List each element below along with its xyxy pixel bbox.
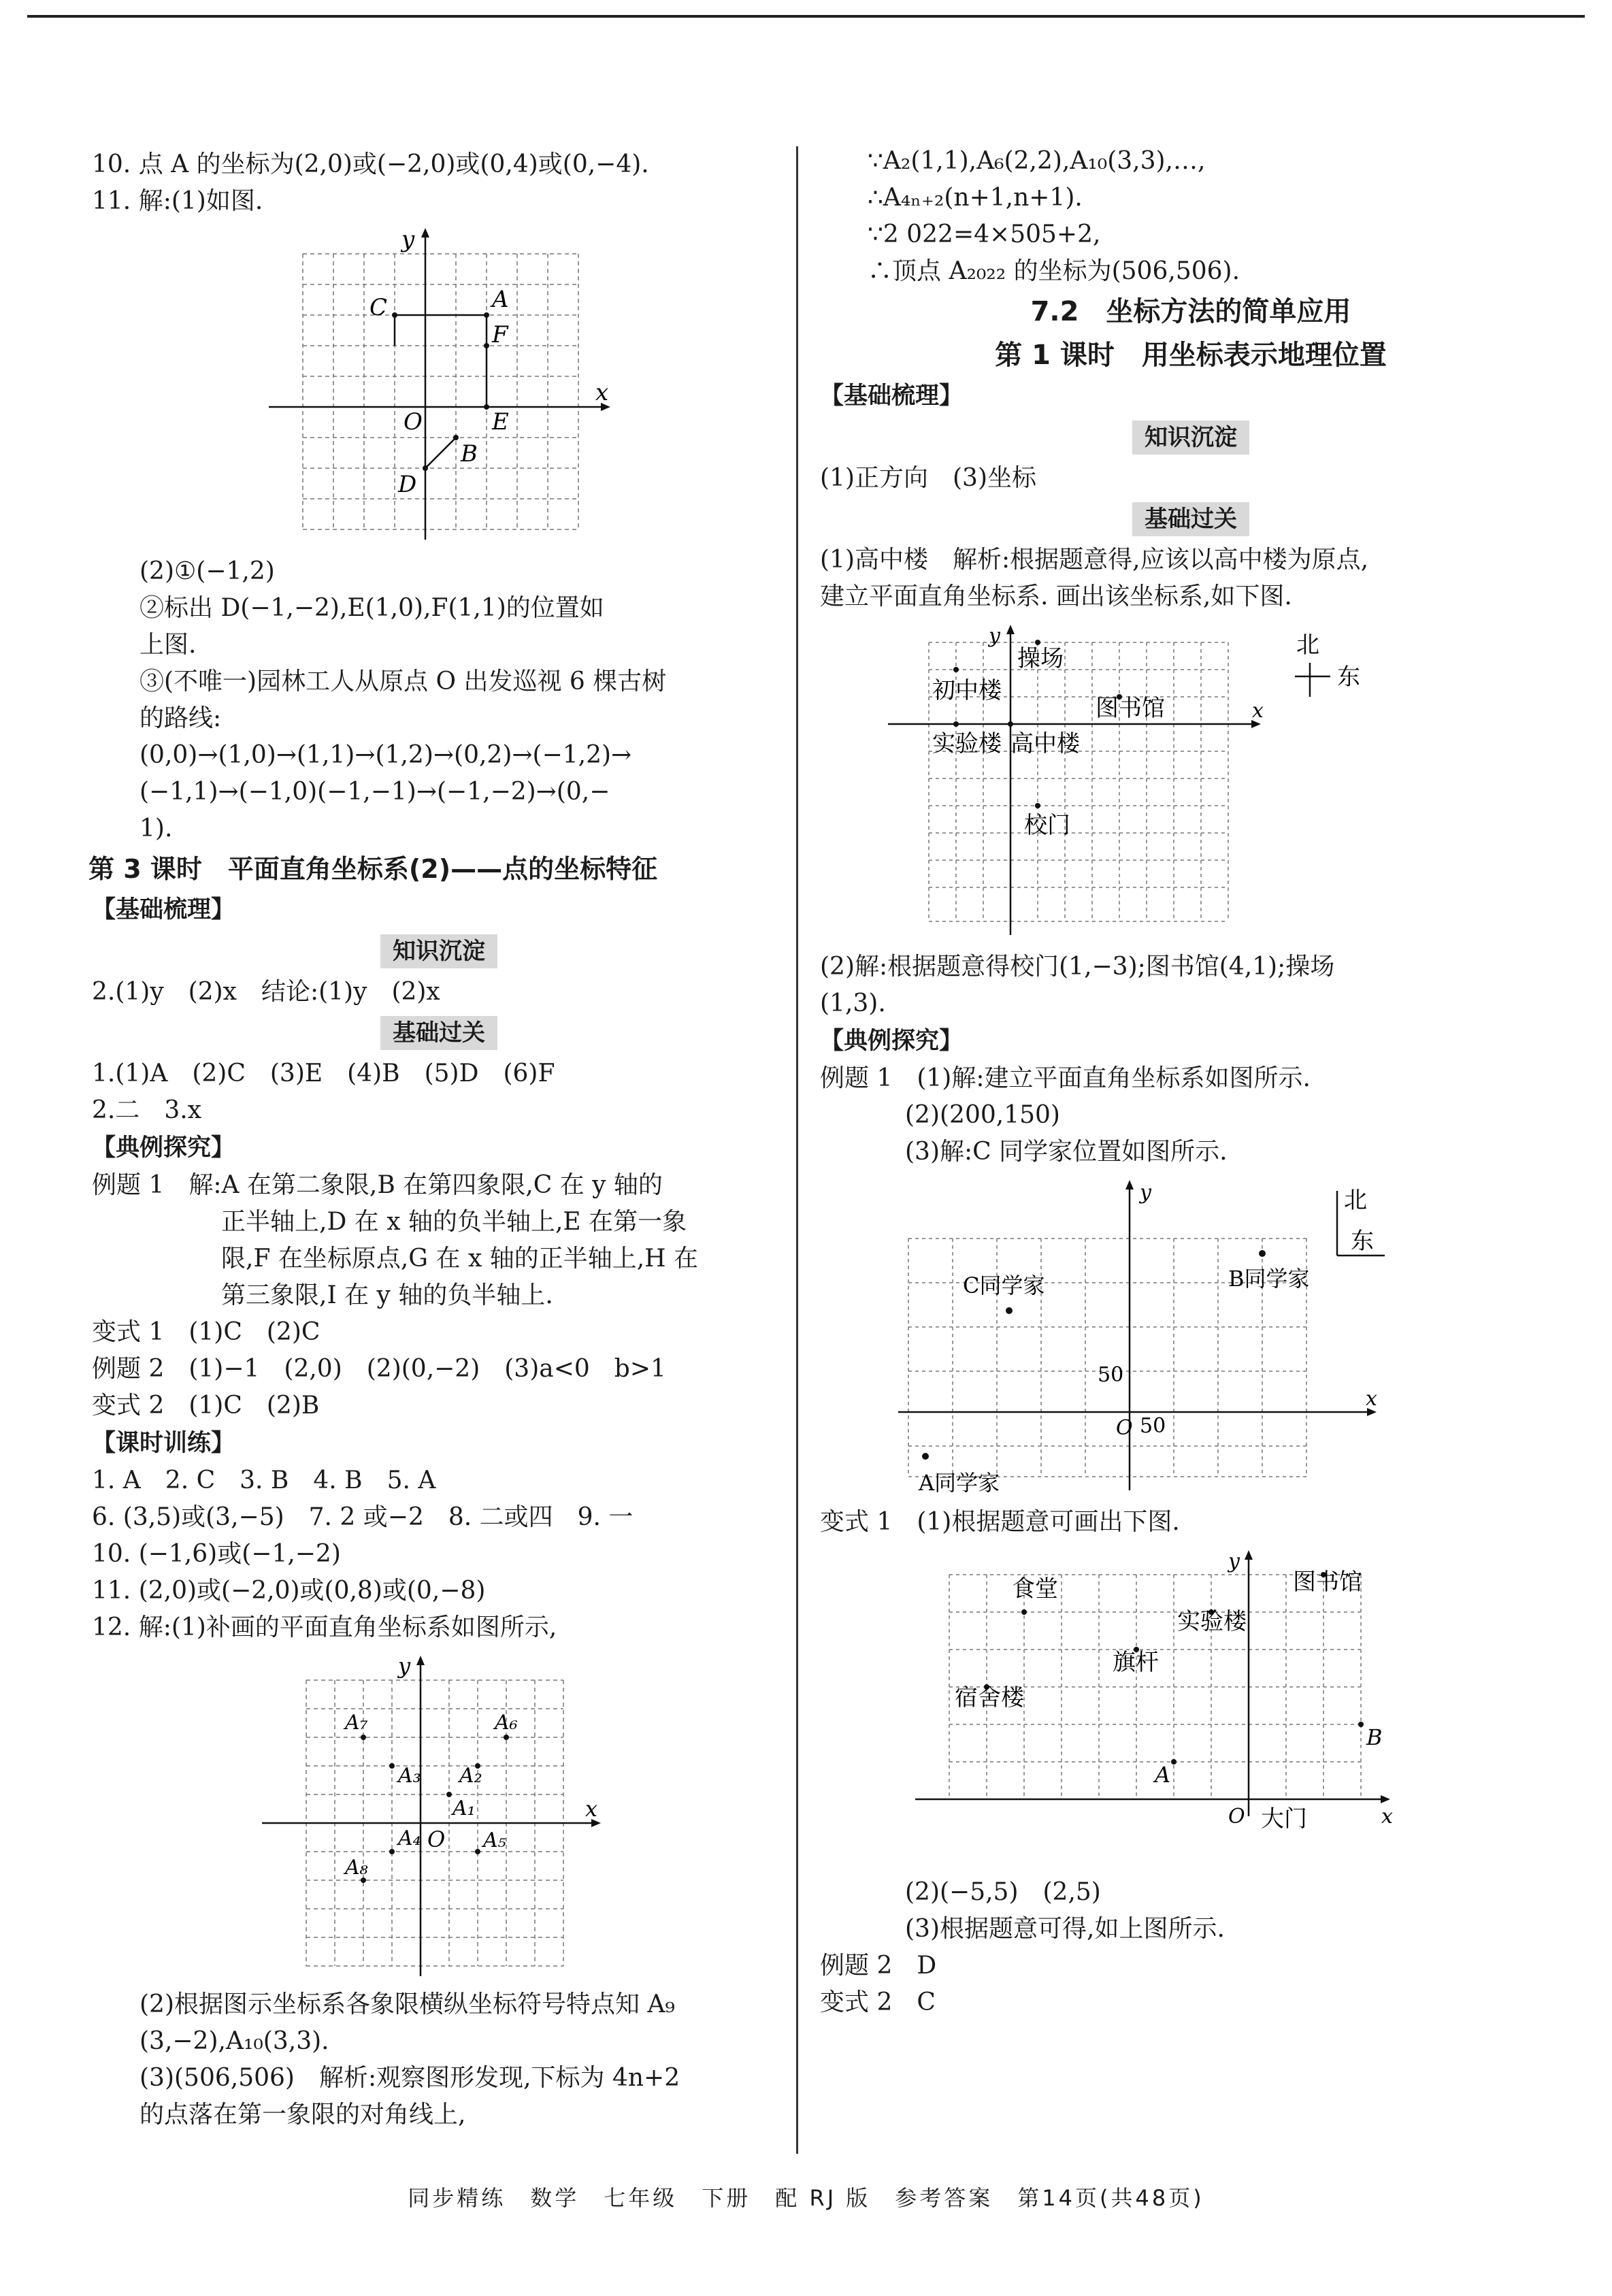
answer-q11: 11. 解:(1)如图. [92,187,263,215]
example-1-line-1: 例题 1 解:A 在第二象限,B 在第四象限,C 在 y 轴的 [92,1171,663,1199]
svg-text:x: x [1366,1387,1377,1411]
svg-text:初中楼: 初中楼 [932,677,1002,704]
right-column [820,143,1562,2021]
svg-text:C同学家: C同学家 [963,1273,1045,1298]
svg-text:D: D [398,471,417,498]
right-line-3: ∵2 022=4×505+2, [868,220,1101,248]
answer-q11-2b2: 上图. [139,631,197,659]
box-zhishi: 知识沉淀 [92,933,786,970]
svg-text:旗杆: 旗杆 [1113,1649,1159,1676]
svg-text:E: E [492,408,509,436]
svg-text:y: y [1228,1549,1240,1573]
right-box-zhishi: 知识沉淀 [820,419,1562,456]
svg-text:y: y [1140,1181,1151,1204]
svg-text:F: F [492,321,508,348]
practice-line-9: 的点落在第一象限的对角线上, [139,2101,466,2129]
svg-text:50: 50 [1140,1414,1166,1438]
lesson-3-title: 第 3 课时 平面直角坐标系(2)——点的坐标特征 [88,854,658,884]
svg-text:y: y [398,1653,411,1679]
svg-text:y: y [401,227,415,253]
guoguan-line-1: 1.(1)A (2)C (3)E (4)B (5)D (6)F [92,1060,555,1087]
figure-school-buildings [908,1547,1426,1867]
right-example-2: 例题 2 D [820,1952,937,1980]
right-example-1c: (3)解:C 同学家位置如图所示. [905,1138,1228,1166]
svg-text:x: x [1381,1805,1393,1828]
svg-text:操场: 操场 [1017,645,1064,672]
svg-text:大门: 大门 [1261,1805,1307,1833]
practice-line-2: 6. (3,5)或(3,−5) 7. 2 或−2 8. 二或四 9. 一 [92,1503,634,1531]
svg-text:宿舍楼: 宿舍楼 [955,1684,1024,1711]
svg-text:食堂: 食堂 [1012,1575,1058,1603]
practice-line-1: 1. A 2. C 3. B 4. B 5. A [92,1466,436,1494]
answer-q10: 10. 点 A 的坐标为(2,0)或(−2,0)或(0,4)或(0,−4). [92,150,649,178]
svg-text:x: x [595,379,609,406]
svg-text:A: A [492,286,509,313]
variant-1: 变式 1 (1)C (2)C [92,1318,320,1346]
box-guoguan: 基础过关 [92,1015,786,1051]
right-variant-1b: (2)(−5,5) (2,5) [905,1878,1101,1906]
right-section-dianli: 【典例探究】 [820,1028,964,1055]
svg-text:50: 50 [1098,1363,1124,1387]
example-2: 例题 2 (1)−1 (2,0) (2)(0,−2) (3)a<0 b>1 [92,1355,666,1383]
svg-text:A₅: A₅ [483,1828,506,1852]
practice-line-4: 11. (2,0)或(−2,0)或(0,8)或(0,−8) [92,1577,486,1605]
svg-text:O: O [1228,1805,1245,1828]
variant-2: 变式 2 (1)C (2)B [92,1392,320,1420]
right-line-2: ∴A₄ₙ₊₂(n+1,n+1). [868,184,1083,212]
svg-text:B: B [461,440,478,468]
right-guoguan-2b: (1,3). [820,989,886,1017]
svg-text:x: x [1252,699,1264,723]
svg-text:O: O [1116,1416,1133,1440]
svg-text:B: B [1366,1724,1383,1750]
answer-q11-2b1: ②标出 D(−1,−2),E(1,0),F(1,1)的位置如 [139,594,604,622]
svg-text:A₁: A₁ [453,1797,476,1820]
svg-text:北: 北 [1344,1187,1367,1214]
practice-line-5: 12. 解:(1)补画的平面直角坐标系如图所示, [92,1613,557,1641]
right-guoguan-1a: (1)高中楼 解析:根据题意得,应该以高中楼为原点, [820,546,1369,574]
right-guoguan-2a: (2)解:根据题意得校门(1,−3);图书馆(4,1);操场 [820,953,1335,981]
section-dianli: 【典例探究】 [92,1134,235,1162]
svg-text:A₈: A₈ [345,1856,368,1880]
svg-text:高中楼: 高中楼 [1010,730,1080,757]
column-divider [796,146,798,2154]
answer-q11-2c3: (0,0)→(1,0)→(1,1)→(1,2)→(0,2)→(−1,2)→ [139,741,632,769]
left-column [88,146,786,2133]
right-line-4: ∴顶点 A₂₀₂₂ 的坐标为(506,506). [868,257,1240,285]
svg-text:B同学家: B同学家 [1228,1266,1310,1292]
svg-text:校门: 校门 [1024,812,1070,839]
page-footer: 同步精练 数学 七年级 下册 配 RJ 版 参考答案 第14页(共48页) [408,2185,1204,2211]
svg-text:实验楼: 实验楼 [932,730,1002,757]
right-example-1a: 例题 1 (1)解:建立平面直角坐标系如图所示. [820,1064,1311,1092]
right-example-1b: (2)(200,150) [905,1101,1060,1129]
svg-text:A同学家: A同学家 [919,1470,1000,1496]
figure-classmates-homes [881,1177,1398,1497]
practice-line-3: 10. (−1,6)或(−1,−2) [92,1540,341,1568]
figure-campus-map [888,622,1405,942]
right-zhishi-line: (1)正方向 (3)坐标 [820,464,1036,492]
svg-text:东: 东 [1337,663,1360,691]
figure-grid-a-points [255,1653,623,1980]
figure-grid-trees [262,227,616,546]
practice-line-8: (3)(506,506) 解析:观察图形发现,下标为 4n+2 [139,2064,680,2092]
svg-text:图书馆: 图书馆 [1096,695,1165,722]
svg-text:O: O [404,408,423,436]
answer-q11-2c4: (−1,1)→(−1,0)(−1,−1)→(−1,−2)→(0,− [139,778,610,806]
example-1-line-2: 正半轴上,D 在 x 轴的负半轴上,E 在第一象 [221,1208,687,1236]
right-variant-1: 变式 1 (1)根据题意可画出下图. [820,1508,1180,1536]
section-jichu: 【基础梳理】 [92,896,235,923]
svg-text:y: y [989,624,1000,648]
svg-text:A: A [1155,1762,1171,1788]
answer-q11-2c1: ③(不唯一)园林工人从原点 O 出发巡视 6 棵古树 [139,668,667,695]
svg-text:图书馆: 图书馆 [1293,1569,1362,1596]
svg-text:A₂: A₂ [459,1764,482,1788]
svg-text:A₄: A₄ [398,1826,421,1850]
right-box-guoguan: 基础过关 [820,501,1562,538]
right-section-jichu: 【基础梳理】 [820,382,964,410]
svg-text:东: 东 [1351,1228,1374,1255]
right-line-1: ∵A₂(1,1),A₆(2,2),A₁₀(3,3),…, [868,147,1206,175]
svg-text:C: C [369,294,388,321]
right-variant-1c: (3)根据题意可得,如上图所示. [905,1915,1225,1943]
svg-text:A₃: A₃ [398,1764,421,1788]
section-7-2-title: 7.2 坐标方法的简单应用 [1030,296,1351,327]
guoguan-line-2: 2.二 3.x [92,1096,201,1124]
lesson-1-title: 第 1 课时 用坐标表示地理位置 [995,340,1387,371]
answer-q11-2c2: 的路线: [139,704,222,732]
svg-text:x: x [585,1796,598,1822]
top-rule [27,15,1585,18]
svg-text:北: 北 [1296,632,1319,659]
practice-line-7: (3,−2),A₁₀(3,3). [139,2027,329,2055]
section-keshi: 【课时训练】 [92,1430,235,1457]
right-variant-2: 变式 2 C [820,1988,936,2016]
answer-q11-2a: (2)①(−1,2) [139,557,275,585]
svg-text:A₆: A₆ [495,1711,518,1735]
practice-line-6: (2)根据图示坐标系各象限横纵坐标符号特点知 A₉ [139,1990,675,2018]
svg-text:实验楼: 实验楼 [1177,1608,1247,1635]
svg-text:O: O [427,1826,446,1852]
example-1-line-4: 第三象限,I 在 y 轴的负半轴上. [221,1281,553,1309]
zhishi-line: 2.(1)y (2)x 结论:(1)y (2)x [92,978,440,1006]
svg-text:A₇: A₇ [345,1711,368,1735]
example-1-line-3: 限,F 在坐标原点,G 在 x 轴的正半轴上,H 在 [221,1245,698,1273]
right-guoguan-1b: 建立平面直角坐标系. 画出该坐标系,如下图. [820,583,1292,610]
answer-q11-2c5: 1). [139,815,173,842]
